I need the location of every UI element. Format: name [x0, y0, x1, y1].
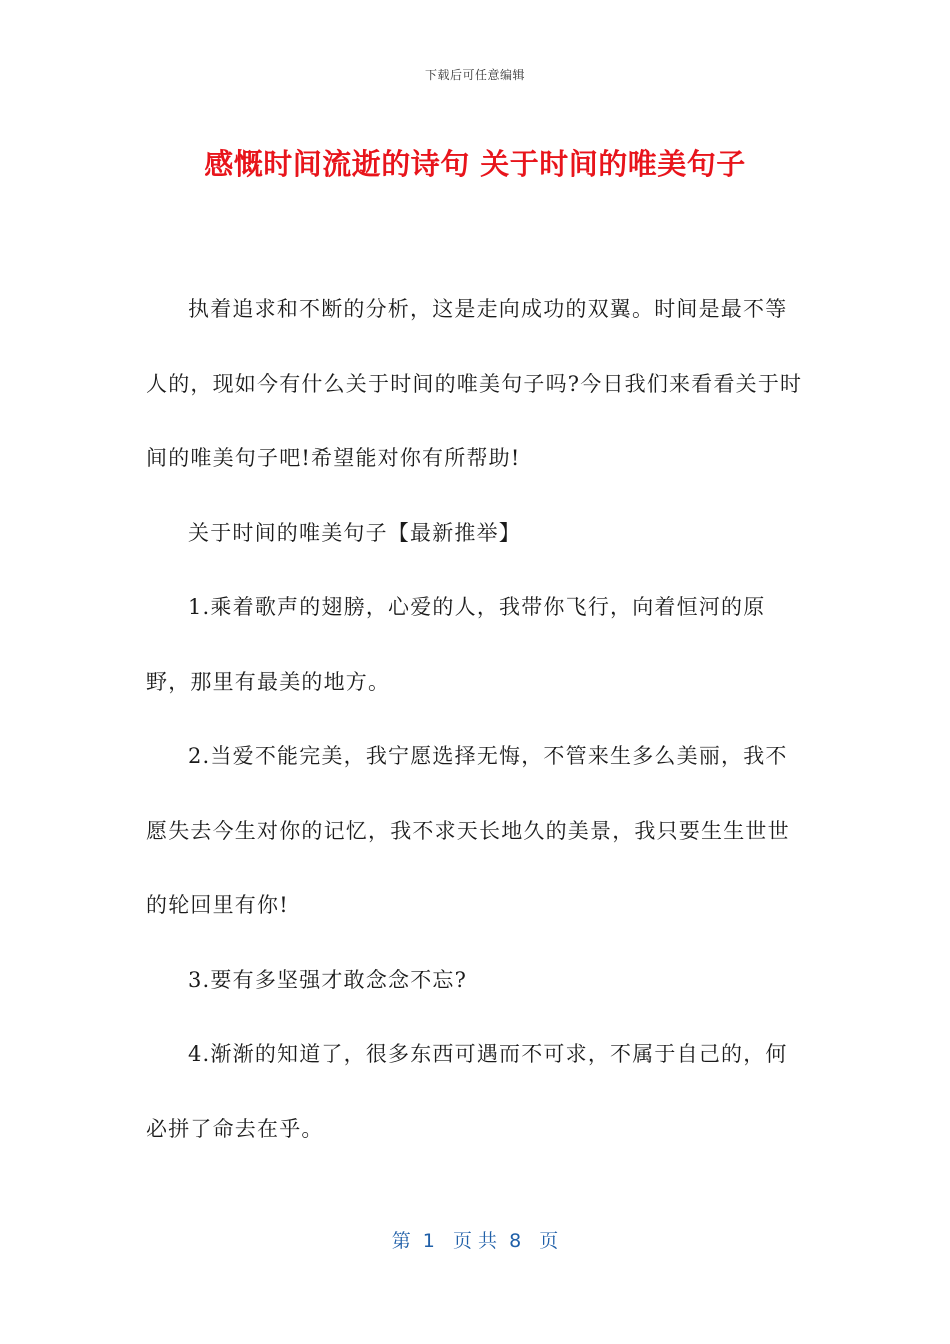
- header-note: 下载后可任意编辑: [424, 68, 525, 82]
- paragraph-item-3: 3.要有多坚强才敢念念不忘?: [188, 967, 468, 992]
- paragraph-item-1: 1.乘着歌声的翅膀，心爱的人，我带你飞行，向着恒河的原野，那里有最美的地方。: [146, 595, 766, 694]
- paragraph-item-4: 4.渐渐的知道了，很多东西可遇而不可求，不属于自己的，何必拼了命去在乎。: [146, 1042, 788, 1141]
- paragraph-intro: 执着追求和不断的分析，这是走向成功的双翼。时间是最不等人的，现如今有什么关于时间的唯美句子吗?今日我们来看看关于时间的唯美句子吧!希望能对你有所帮助!: [146, 297, 803, 470]
- page-number-footer: 第 1 页 共 8 页: [391, 1230, 559, 1252]
- document-title: 感慨时间流逝的诗句 关于时间的唯美句子: [204, 147, 746, 181]
- paragraph-item-2: 2.当爱不能完美，我宁愿选择无悔，不管来生多么美丽，我不愿失去今生对你的记忆，我不求天长地久的美景，我只要生生世世的轮回里有你!: [146, 744, 790, 917]
- paragraph-subheading: 关于时间的唯美句子【最新推举】: [188, 520, 521, 545]
- document-body: [146, 272, 808, 1166]
